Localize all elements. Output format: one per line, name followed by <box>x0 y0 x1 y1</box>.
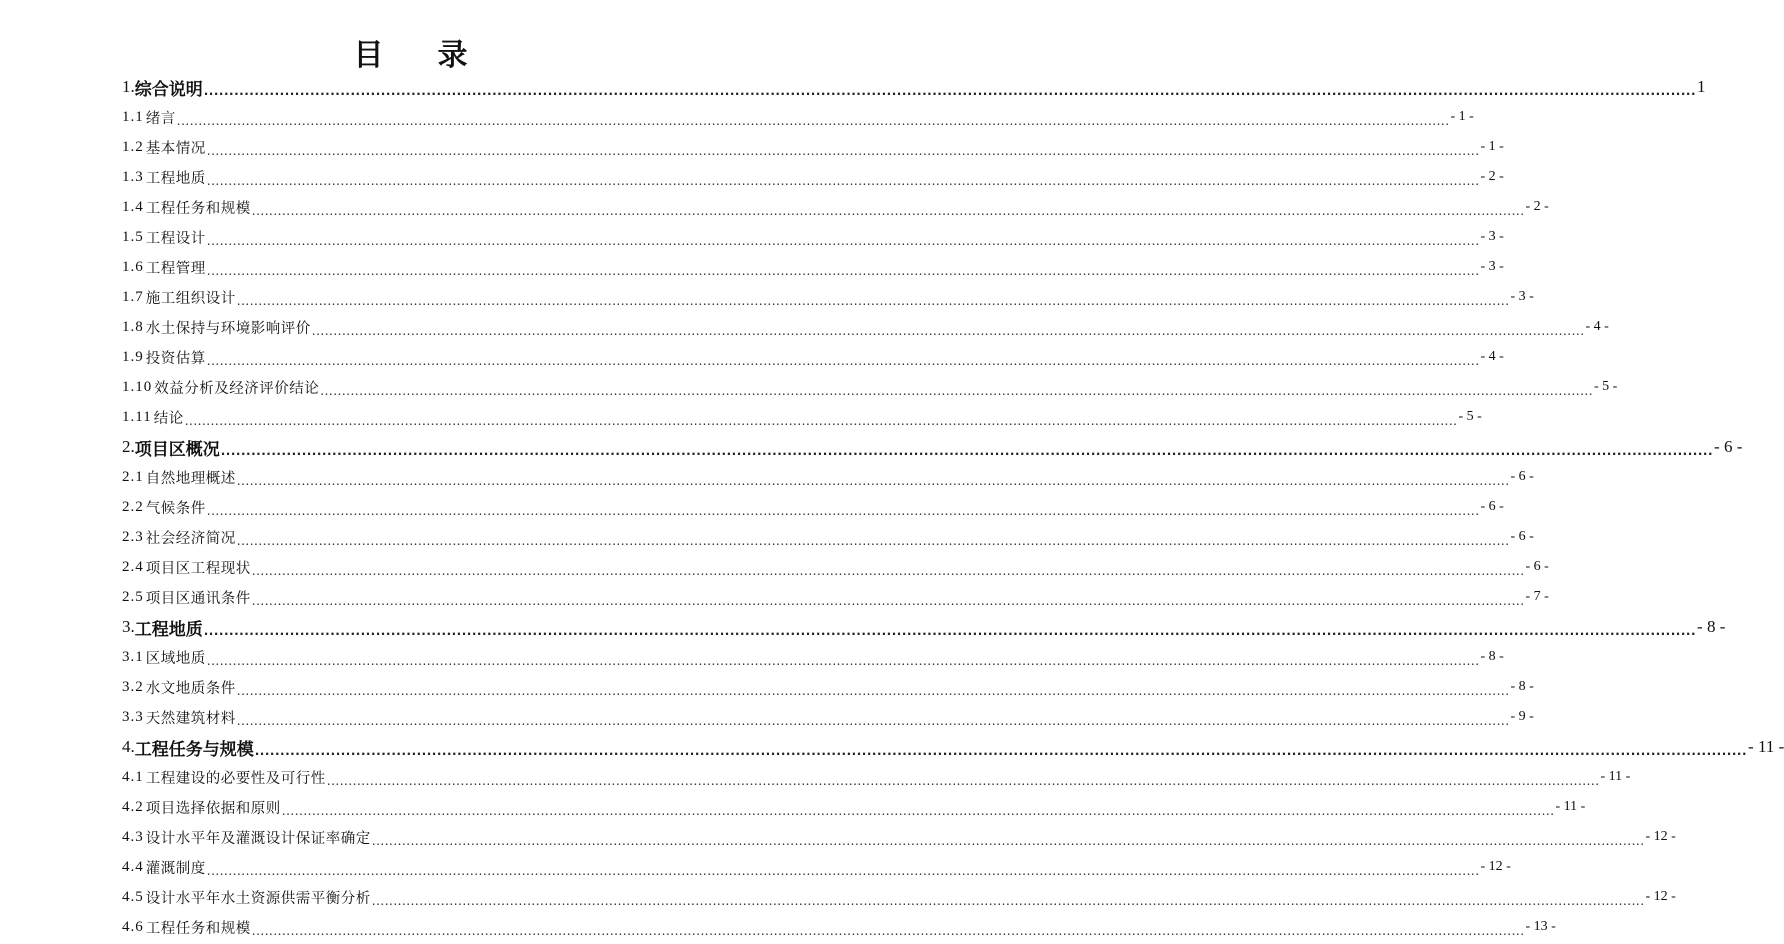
toc-page-number: - 3 - <box>1510 289 1534 304</box>
toc-dot-leader: ....................................................................................................................................................................................................................................................................................................... <box>311 324 1585 338</box>
toc-dot-leader: ....................................................................................................................................................................................................................................................................................................... <box>251 564 1525 578</box>
toc-page-number: - 11 - <box>1748 737 1784 756</box>
toc-entry-number: 1.10 <box>122 378 153 395</box>
toc-section-entry[interactable] <box>122 672 1534 702</box>
toc-dot-leader: ....................................................................................................................................................................................................................................................................................................... <box>206 864 1480 878</box>
toc-entry-number: 2. <box>122 437 135 456</box>
toc-entry-label: 项目区工程现状 <box>145 560 251 577</box>
toc-page-number: - 6 - <box>1525 559 1549 574</box>
toc-section-entry[interactable] <box>122 162 1504 192</box>
toc-entry-number: 4.4 <box>122 858 144 875</box>
toc-section-entry[interactable] <box>122 222 1504 252</box>
toc-section-entry[interactable] <box>122 822 1676 852</box>
toc-section-entry[interactable] <box>122 882 1676 912</box>
toc-dot-leader: ....................................................................................................................................................................................................................................................................................................... <box>206 504 1480 518</box>
toc-dot-leader: ....................................................................................................................................................................................................................................................................................................... <box>254 744 1748 758</box>
toc-page-number: - 6 - <box>1510 469 1534 484</box>
toc-entry-label: 自然地理概述 <box>145 470 236 487</box>
toc-entry-number: 3.2 <box>122 678 144 695</box>
toc-entry-label: 设计水平年水土资源供需平衡分析 <box>145 890 371 907</box>
toc-page-number: - 8 - <box>1697 617 1726 636</box>
toc-entry-number: 1. <box>122 77 135 96</box>
toc-dot-leader: ....................................................................................................................................................................................................................................................................................................... <box>236 714 1510 728</box>
toc-section-entry[interactable] <box>122 852 1511 882</box>
toc-entry-label: 工程任务和规模 <box>145 920 251 937</box>
toc-entry-label: 天然建筑材料 <box>145 710 236 727</box>
toc-entry-number: 1.4 <box>122 198 144 215</box>
toc-entry-number: 1.7 <box>122 288 144 305</box>
toc-entry-number: 2.2 <box>122 498 144 515</box>
toc-entry-label: 结论 <box>153 410 184 427</box>
toc-entry-number: 4. <box>122 737 135 756</box>
toc-title <box>0 30 823 74</box>
toc-dot-leader: ....................................................................................................................................................................................................................................................................................................... <box>371 894 1645 908</box>
toc-dot-leader: ....................................................................................................................................................................................................................................................................................................... <box>236 684 1510 698</box>
toc-section-entry[interactable] <box>122 132 1504 162</box>
toc-entry-number: 2.5 <box>122 588 144 605</box>
toc-section-entry[interactable] <box>122 402 1482 432</box>
toc-page-number: - 7 - <box>1525 589 1549 604</box>
toc-entry-number: 2.3 <box>122 528 144 545</box>
toc-entry-label: 工程任务与规模 <box>134 739 254 760</box>
toc-entry-number: 2.1 <box>122 468 144 485</box>
toc-entry-number: 1.5 <box>122 228 144 245</box>
toc-dot-leader: ....................................................................................................................................................................................................................................................................................................... <box>251 924 1525 938</box>
toc-dot-leader: ....................................................................................................................................................................................................................................................................................................... <box>206 654 1480 668</box>
toc-page-number: - 11 - <box>1600 769 1631 784</box>
toc-entry-number: 4.2 <box>122 798 144 815</box>
toc-dot-leader: ....................................................................................................................................................................................................................................................................................................... <box>251 204 1525 218</box>
toc-entry-label: 工程管理 <box>145 260 206 277</box>
toc-dot-leader: ....................................................................................................................................................................................................................................................................................................... <box>206 234 1480 248</box>
toc-section-entry[interactable] <box>122 252 1504 282</box>
toc-entry-label: 项目区通讯条件 <box>145 590 251 607</box>
toc-dot-leader: ....................................................................................................................................................................................................................................................................................................... <box>251 594 1525 608</box>
toc-section-entry[interactable] <box>122 312 1609 342</box>
toc-entry-label: 效益分析及经济评价结论 <box>154 380 320 397</box>
toc-dot-leader: ....................................................................................................................................................................................................................................................................................................... <box>281 804 1555 818</box>
toc-page-number: 1 <box>1697 77 1706 96</box>
toc-page-number: - 12 - <box>1480 859 1511 874</box>
toc-chapter-entry[interactable] <box>122 612 1726 642</box>
toc-section-entry[interactable] <box>122 642 1504 672</box>
toc-entry-number: 1.9 <box>122 348 144 365</box>
toc-dot-leader: ....................................................................................................................................................................................................................................................................................................... <box>206 264 1480 278</box>
toc-page-number: - 4 - <box>1480 349 1504 364</box>
toc-entry-label: 设计水平年及灌溉设计保证率确定 <box>145 830 371 847</box>
toc-page-number: - 9 - <box>1510 709 1534 724</box>
toc-entry-label: 水文地质条件 <box>145 680 236 697</box>
toc-section-entry[interactable] <box>122 102 1474 132</box>
toc-page-number: - 2 - <box>1480 169 1504 184</box>
toc-page-number: - 6 - <box>1480 499 1504 514</box>
toc-section-entry[interactable] <box>122 792 1586 822</box>
toc-title-char-1: 目 <box>353 38 386 73</box>
toc-entry-label: 工程设计 <box>145 230 206 247</box>
toc-section-entry[interactable] <box>122 492 1504 522</box>
toc-page-number: - 1 - <box>1480 139 1504 154</box>
toc-dot-leader: ....................................................................................................................................................................................................................................................................................................... <box>206 174 1480 188</box>
toc-page-number: - 8 - <box>1480 649 1504 664</box>
toc-page-number: - 12 - <box>1645 829 1676 844</box>
toc-section-entry[interactable] <box>122 372 1618 402</box>
toc-page-number: - 6 - <box>1510 529 1534 544</box>
toc-dot-leader: ....................................................................................................................................................................................................................................................................................................... <box>203 84 1697 98</box>
toc-page-number: - 8 - <box>1510 679 1534 694</box>
toc-dot-leader: ....................................................................................................................................................................................................................................................................................................... <box>203 624 1697 638</box>
toc-entry-number: 1.8 <box>122 318 144 335</box>
toc-dot-leader: ....................................................................................................................................................................................................................................................................................................... <box>206 144 1480 158</box>
toc-page-number: - 3 - <box>1480 229 1504 244</box>
toc-page-number: - 5 - <box>1594 379 1618 394</box>
toc-section-entry[interactable] <box>122 192 1549 222</box>
toc-entry-number: 4.6 <box>122 918 144 935</box>
toc-entry-label: 工程地质 <box>134 619 203 640</box>
toc-entry-label: 投资估算 <box>145 350 206 367</box>
toc-dot-leader: ....................................................................................................................................................................................................................................................................................................... <box>220 444 1714 458</box>
toc-entry-label: 气候条件 <box>145 500 206 517</box>
toc-section-entry[interactable] <box>122 582 1549 612</box>
toc-entry-number: 4.3 <box>122 828 144 845</box>
toc-entry-label: 工程建设的必要性及可行性 <box>145 770 326 787</box>
toc-entry-number: 2.4 <box>122 558 144 575</box>
toc-entry-number: 1.3 <box>122 168 144 185</box>
toc-entry-label: 绪言 <box>145 110 176 127</box>
toc-chapter-entry[interactable] <box>122 432 1743 462</box>
toc-page-number: - 4 - <box>1585 319 1609 334</box>
toc-entry-number: 3. <box>122 617 135 636</box>
toc-entry-number: 1.11 <box>122 408 152 425</box>
toc-dot-leader: ....................................................................................................................................................................................................................................................................................................... <box>236 474 1510 488</box>
toc-dot-leader: ....................................................................................................................................................................................................................................................................................................... <box>236 534 1510 548</box>
toc-entry-label: 水土保持与环境影响评价 <box>145 320 311 337</box>
toc-entry-number: 1.1 <box>122 108 144 125</box>
toc-entry-label: 灌溉制度 <box>145 860 206 877</box>
toc-entry-label: 区域地质 <box>145 650 206 667</box>
toc-section-entry[interactable] <box>122 282 1534 312</box>
toc-page-number: - 5 - <box>1458 409 1482 424</box>
toc-dot-leader: ....................................................................................................................................................................................................................................................................................................... <box>371 834 1645 848</box>
toc-dot-leader: ....................................................................................................................................................................................................................................................................................................... <box>184 414 1458 428</box>
toc-entry-number: 4.5 <box>122 888 144 905</box>
toc-dot-leader: ....................................................................................................................................................................................................................................................................................................... <box>176 114 1450 128</box>
toc-entry-number: 3.1 <box>122 648 144 665</box>
toc-section-entry[interactable] <box>122 762 1631 792</box>
toc-page-number: - 1 - <box>1450 109 1474 124</box>
toc-page-number: - 13 - <box>1525 919 1556 934</box>
toc-dot-leader: ....................................................................................................................................................................................................................................................................................................... <box>206 354 1480 368</box>
toc-entry-label: 施工组织设计 <box>145 290 236 307</box>
toc-list <box>122 72 1784 942</box>
toc-section-entry[interactable] <box>122 522 1534 552</box>
toc-chapter-entry[interactable] <box>122 732 1784 762</box>
toc-entry-number: 3.3 <box>122 708 144 725</box>
toc-title-char-2: 录 <box>437 38 470 73</box>
toc-dot-leader: ....................................................................................................................................................................................................................................................................................................... <box>320 384 1594 398</box>
toc-dot-leader: ....................................................................................................................................................................................................................................................................................................... <box>236 294 1510 308</box>
toc-entry-number: 1.6 <box>122 258 144 275</box>
toc-page-number: - 3 - <box>1480 259 1504 274</box>
toc-page-number: - 6 - <box>1714 437 1743 456</box>
toc-dot-leader: ....................................................................................................................................................................................................................................................................................................... <box>326 774 1600 788</box>
toc-entry-number: 4.1 <box>122 768 144 785</box>
toc-entry-label: 项目区概况 <box>134 439 220 460</box>
toc-section-entry[interactable] <box>122 342 1504 372</box>
toc-entry-number: 1.2 <box>122 138 144 155</box>
toc-section-entry[interactable] <box>122 912 1556 942</box>
toc-entry-label: 基本情况 <box>145 140 206 157</box>
toc-page-number: - 12 - <box>1645 889 1676 904</box>
toc-section-entry[interactable] <box>122 552 1549 582</box>
toc-entry-label: 综合说明 <box>134 79 203 100</box>
toc-section-entry[interactable] <box>122 702 1534 732</box>
toc-chapter-entry[interactable] <box>122 72 1706 102</box>
toc-section-entry[interactable] <box>122 462 1534 492</box>
toc-entry-label: 工程地质 <box>145 170 206 187</box>
toc-page-number: - 11 - <box>1555 799 1586 814</box>
toc-entry-label: 工程任务和规模 <box>145 200 251 217</box>
toc-entry-label: 项目选择依据和原则 <box>145 800 281 817</box>
toc-entry-label: 社会经济简况 <box>145 530 236 547</box>
toc-page-number: - 2 - <box>1525 199 1549 214</box>
